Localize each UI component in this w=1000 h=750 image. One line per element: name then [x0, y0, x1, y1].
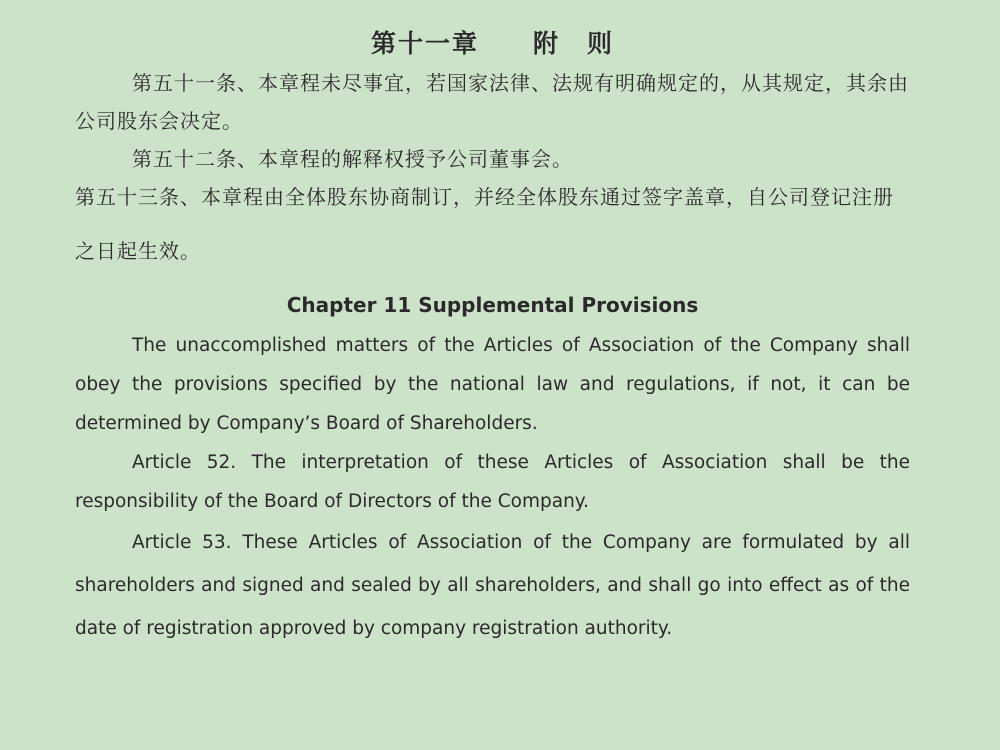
english-article-51: The unaccomplished matters of the Articles of Association of the Company shall obey the provisions specified by the national law and regulations, if not, it can be determined by Company’s Board of Shareholders. — [75, 335, 910, 434]
english-chapter-title: Chapter 11 Supplemental Provisions — [286, 293, 699, 317]
chinese-article-53: 第五十三条、本章程由全体股东协商制订，并经全体股东通过签字盖章，自公司登记注册之日起生效。 — [75, 185, 894, 263]
english-article-53: Article 53. These Articles of Association of the Company are formulated by all shareholders and signed and sealed by all shareholders, and shall go into effect as of the date of registration approved by company registration authority. — [75, 532, 910, 639]
chinese-article-51: 第五十一条、本章程未尽事宜，若国家法律、法规有明确规定的，从其规定，其余由公司股东会决定。 — [75, 71, 909, 133]
chinese-chapter-title: 第十一章 附 则 — [370, 29, 614, 58]
english-article-52: Article 52. The interpretation of these Articles of Association shall be the responsibility of the Board of Directors of the Company. — [75, 452, 910, 512]
chinese-article-52: 第五十二条、本章程的解释权授予公司董事会。 — [132, 147, 573, 171]
